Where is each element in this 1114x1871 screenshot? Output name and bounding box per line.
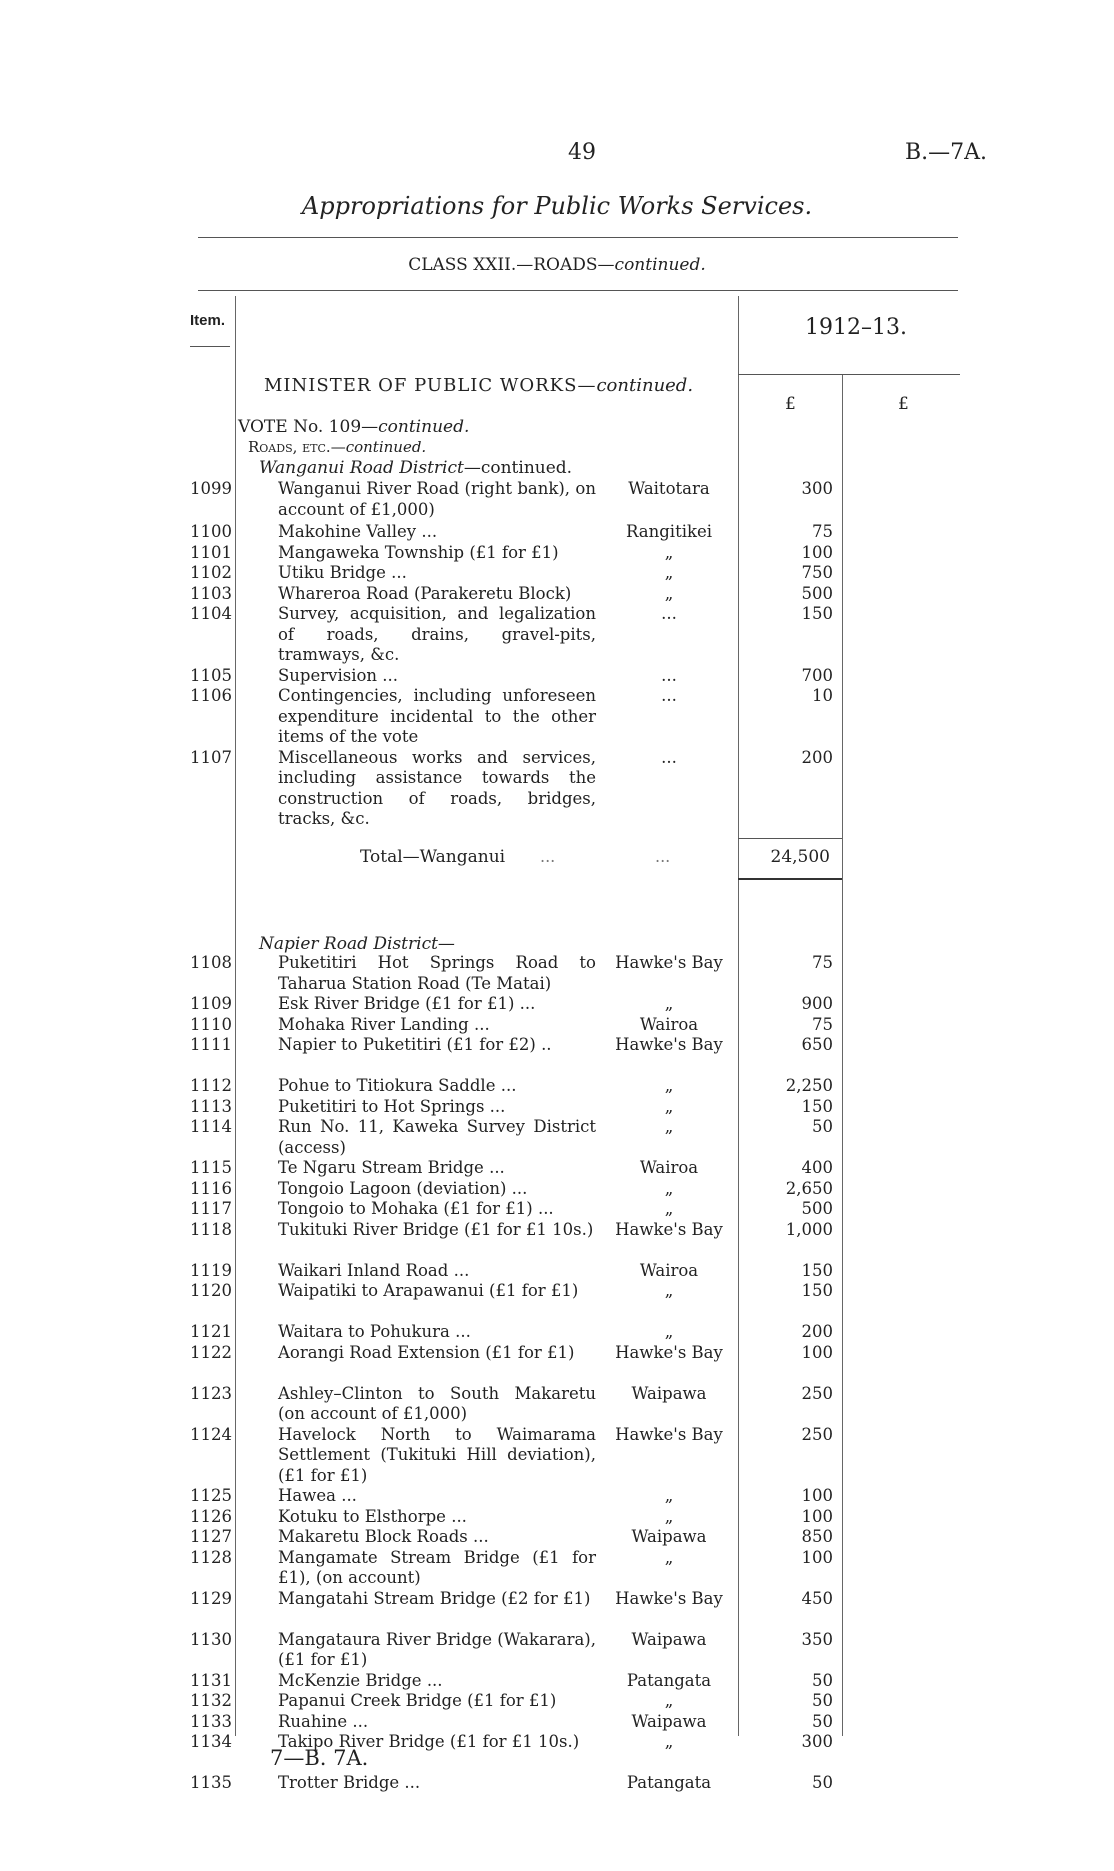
item-amount: 700 bbox=[801, 665, 833, 685]
item-description: Ashley–Clinton to South Makaretu (on account of £1,000) bbox=[278, 1383, 596, 1423]
item-amount: 75 bbox=[812, 522, 833, 541]
item-number: 1123 bbox=[190, 1383, 232, 1403]
item-amount: 100 bbox=[801, 542, 833, 562]
page-number: 49 bbox=[568, 140, 596, 165]
item-number: 1125 bbox=[190, 1486, 232, 1505]
item-number: 1113 bbox=[190, 1096, 232, 1116]
item-number: 1132 bbox=[190, 1691, 232, 1710]
item-amount: 500 bbox=[801, 583, 833, 603]
item-county: ... bbox=[661, 686, 677, 705]
item-county: „ bbox=[664, 1281, 674, 1300]
item-description: Waitara to Pohukura ... bbox=[278, 1322, 471, 1341]
currency-right-label: £ bbox=[898, 394, 909, 414]
item-amount: 50 bbox=[812, 1711, 833, 1731]
item-number: 1120 bbox=[190, 1281, 232, 1300]
item-description: Pohue to Titiokura Saddle ... bbox=[278, 1076, 517, 1095]
item-county: Wairoa bbox=[639, 1158, 699, 1177]
total-top-rule bbox=[738, 838, 842, 839]
item-county: „ bbox=[664, 1547, 674, 1567]
item-amount: 150 bbox=[801, 1281, 833, 1300]
item-amount: 750 bbox=[801, 563, 833, 582]
item-amount: 100 bbox=[801, 1342, 833, 1362]
item-number: 1110 bbox=[190, 1014, 232, 1034]
item-description: Miscellaneous works and services, including assistance towards the construction of roads, bridges, tracks, &c. bbox=[278, 747, 596, 828]
item-number: 1119 bbox=[190, 1260, 232, 1280]
item-description: Wanganui River Road (right bank), on account of £1,000) bbox=[278, 479, 596, 519]
item-county: Patangata bbox=[626, 1670, 712, 1690]
item-county: „ bbox=[664, 1096, 674, 1116]
class-heading-suffix: continued. bbox=[614, 255, 706, 275]
item-description: Whareroa Road (Parakeretu Block) bbox=[278, 583, 572, 603]
item-county: „ bbox=[664, 1076, 674, 1095]
year-column-header: 1912–13. bbox=[805, 315, 907, 340]
item-description: Hawea ... bbox=[278, 1486, 357, 1505]
item-county: „ bbox=[664, 563, 674, 582]
item-number: 1122 bbox=[190, 1342, 232, 1362]
item-amount: 650 bbox=[801, 1035, 833, 1054]
item-amount: 350 bbox=[801, 1629, 833, 1649]
item-description: Mangamate Stream Bridge (£1 for £1), (on account) bbox=[278, 1547, 596, 1587]
item-amount: 150 bbox=[801, 604, 833, 623]
item-description: Ruahine ... bbox=[278, 1711, 369, 1731]
item-description: Waipatiki to Arapawanui (£1 for £1) bbox=[278, 1281, 579, 1300]
item-number: 1135 bbox=[190, 1773, 232, 1792]
item-number: 1133 bbox=[190, 1711, 232, 1731]
item-county: „ bbox=[664, 1117, 674, 1136]
item-county: Waipawa bbox=[631, 1629, 707, 1649]
item-county: „ bbox=[664, 1691, 674, 1710]
item-number: 1101 bbox=[190, 542, 232, 562]
item-number: 1112 bbox=[190, 1076, 232, 1095]
wanganui-total-amount: 24,500 bbox=[770, 847, 830, 867]
item-description: Tongoio Lagoon (deviation) ... bbox=[278, 1178, 528, 1198]
class-heading-prefix: CLASS XXII.—ROADS— bbox=[408, 255, 615, 275]
item-description: Utiku Bridge ... bbox=[278, 563, 407, 582]
item-description: Papanui Creek Bridge (£1 for £1) bbox=[278, 1691, 557, 1710]
item-description: Makaretu Block Roads ... bbox=[278, 1527, 489, 1546]
item-amount: 2,650 bbox=[785, 1178, 833, 1198]
item-county: ... bbox=[661, 747, 677, 767]
item-description: Contingencies, including unforeseen expenditure incidental to the other items of the vote bbox=[278, 686, 596, 746]
item-county: Patangata bbox=[626, 1773, 712, 1792]
item-county: Hawke's Bay bbox=[615, 1424, 723, 1444]
item-number: 1117 bbox=[190, 1199, 232, 1218]
item-county: „ bbox=[664, 1732, 674, 1751]
item-description: Te Ngaru Stream Bridge ... bbox=[278, 1158, 505, 1177]
item-description: Mangaweka Township (£1 for £1) bbox=[278, 542, 559, 562]
item-description: Mohaka River Landing ... bbox=[278, 1014, 490, 1034]
roads-heading-prefix: Roads, etc.— bbox=[248, 438, 346, 456]
item-amount: 10 bbox=[812, 686, 833, 705]
item-description: Aorangi Road Extension (£1 for £1) bbox=[278, 1342, 575, 1362]
item-description: Havelock North to Waimarama Settlement (Tukituki Hill deviation), (£1 for £1) bbox=[278, 1424, 596, 1485]
item-number: 1111 bbox=[190, 1035, 232, 1054]
minister-heading-prefix: MINISTER OF PUBLIC WORKS— bbox=[264, 375, 597, 396]
item-description: Kotuku to Elsthorpe ... bbox=[278, 1506, 467, 1526]
item-number: 1109 bbox=[190, 994, 232, 1013]
item-amount: 2,250 bbox=[785, 1076, 833, 1095]
item-number: 1131 bbox=[190, 1670, 232, 1690]
item-amount: 150 bbox=[801, 1096, 833, 1116]
item-number: 1115 bbox=[190, 1158, 232, 1177]
item-county: ... bbox=[661, 665, 677, 685]
item-number: 1121 bbox=[190, 1322, 232, 1341]
item-number: 1124 bbox=[190, 1424, 232, 1444]
item-amount: 150 bbox=[801, 1260, 833, 1280]
vote-heading-prefix: VOTE No. 109— bbox=[238, 417, 379, 437]
item-number: 1126 bbox=[190, 1506, 232, 1526]
item-description: Mangataura River Bridge (Wakarara), (£1 for £1) bbox=[278, 1629, 596, 1669]
item-amount: 50 bbox=[812, 1773, 833, 1792]
item-description: Trotter Bridge ... bbox=[278, 1773, 421, 1792]
item-number: 1104 bbox=[190, 604, 232, 623]
item-number: 1114 bbox=[190, 1117, 232, 1136]
wanganui-total-dots-b: ... bbox=[655, 847, 671, 866]
item-amount: 50 bbox=[812, 1691, 833, 1710]
item-amount: 1,000 bbox=[785, 1219, 833, 1239]
item-amount: 100 bbox=[801, 1506, 833, 1526]
page-title: Appropriations for Public Works Services. bbox=[301, 192, 813, 220]
item-amount: 850 bbox=[801, 1527, 833, 1546]
item-number: 1099 bbox=[190, 479, 232, 498]
item-number: 1102 bbox=[190, 563, 232, 582]
wanganui-district-suffix: continued. bbox=[480, 458, 573, 478]
item-number: 1108 bbox=[190, 953, 232, 972]
item-county: Wairoa bbox=[639, 1014, 699, 1034]
item-county: Hawke's Bay bbox=[615, 1035, 723, 1054]
item-county: Waipawa bbox=[631, 1383, 707, 1403]
minister-heading-suffix: continued. bbox=[596, 375, 694, 396]
item-amount: 900 bbox=[801, 994, 833, 1013]
item-number: 1128 bbox=[190, 1547, 232, 1567]
wanganui-total-label: Total—Wanganui bbox=[360, 847, 506, 867]
item-county: „ bbox=[664, 994, 674, 1013]
page-footer: 7—B. 7A. bbox=[270, 1746, 369, 1770]
item-county: Hawke's Bay bbox=[615, 1588, 723, 1608]
item-county: „ bbox=[664, 1506, 674, 1526]
item-county: Rangitikei bbox=[625, 522, 713, 541]
item-description: Puketitiri to Hot Springs ... bbox=[278, 1096, 506, 1116]
wanganui-district-name: Wanganui Road District— bbox=[259, 458, 481, 478]
item-amount: 400 bbox=[801, 1158, 833, 1177]
item-number: 1106 bbox=[190, 686, 232, 705]
item-amount: 300 bbox=[801, 479, 833, 498]
item-number: 1130 bbox=[190, 1629, 232, 1649]
item-amount: 500 bbox=[801, 1199, 833, 1218]
currency-left-label: £ bbox=[785, 394, 796, 414]
item-county: Waitotara bbox=[628, 479, 710, 498]
item-description: McKenzie Bridge ... bbox=[278, 1670, 443, 1690]
vote-heading-suffix: continued. bbox=[378, 417, 470, 437]
item-description: Mangatahi Stream Bridge (£2 for £1) bbox=[278, 1588, 591, 1608]
item-description: Napier to Puketitiri (£1 for £2) .. bbox=[278, 1035, 552, 1054]
item-description: Tongoio to Mohaka (£1 for £1) ... bbox=[278, 1199, 554, 1218]
document-reference: B.—7A. bbox=[905, 140, 988, 165]
item-description: Esk River Bridge (£1 for £1) ... bbox=[278, 994, 536, 1013]
item-amount: 75 bbox=[812, 1014, 833, 1034]
item-amount: 50 bbox=[812, 1670, 833, 1690]
item-description: Makohine Valley ... bbox=[278, 522, 438, 541]
item-county: „ bbox=[664, 1178, 674, 1198]
item-county: „ bbox=[664, 583, 674, 603]
total-bottom-rule bbox=[738, 878, 842, 880]
item-county: „ bbox=[664, 1486, 674, 1505]
item-county: Waipawa bbox=[631, 1711, 707, 1731]
item-number: 1127 bbox=[190, 1527, 232, 1546]
item-county: „ bbox=[664, 542, 674, 562]
item-amount: 450 bbox=[801, 1588, 833, 1608]
napier-district-heading: Napier Road District— bbox=[259, 934, 455, 954]
item-county: Hawke's Bay bbox=[615, 1219, 723, 1239]
item-county: „ bbox=[664, 1199, 674, 1218]
item-description: Tukituki River Bridge (£1 for £1 10s.) bbox=[278, 1219, 594, 1239]
item-number: 1105 bbox=[190, 665, 232, 685]
item-number: 1116 bbox=[190, 1178, 232, 1198]
item-amount: 300 bbox=[801, 1732, 833, 1751]
item-county: Hawke's Bay bbox=[615, 1342, 723, 1362]
item-county: Hawke's Bay bbox=[615, 953, 723, 972]
item-column-header: Item. bbox=[190, 312, 226, 329]
item-description: Supervision ... bbox=[278, 665, 399, 685]
item-amount: 200 bbox=[801, 747, 833, 767]
item-county: ... bbox=[661, 604, 677, 623]
item-description: Waikari Inland Road ... bbox=[278, 1260, 470, 1280]
item-description: Takipo River Bridge (£1 for £1 10s.) bbox=[278, 1732, 580, 1751]
roads-heading-suffix: continued. bbox=[345, 438, 427, 456]
item-county: „ bbox=[664, 1322, 674, 1341]
item-amount: 200 bbox=[801, 1322, 833, 1341]
wanganui-total-dots-a: ... bbox=[540, 847, 556, 866]
item-number: 1134 bbox=[190, 1732, 232, 1751]
item-description: Run No. 11, Kaweka Survey District (access) bbox=[278, 1117, 596, 1157]
item-amount: 50 bbox=[812, 1117, 833, 1136]
item-description: Puketitiri Hot Springs Road to Taharua Station Road (Te Matai) bbox=[278, 953, 596, 993]
item-number: 1100 bbox=[190, 522, 232, 541]
item-amount: 75 bbox=[812, 953, 833, 972]
item-number: 1118 bbox=[190, 1219, 232, 1239]
item-amount: 250 bbox=[801, 1424, 833, 1444]
item-amount: 100 bbox=[801, 1486, 833, 1505]
item-number: 1107 bbox=[190, 747, 232, 767]
item-amount: 100 bbox=[801, 1547, 833, 1567]
item-number: 1103 bbox=[190, 583, 232, 603]
item-county: Waipawa bbox=[631, 1527, 707, 1546]
item-number: 1129 bbox=[190, 1588, 232, 1608]
item-county: Wairoa bbox=[639, 1260, 699, 1280]
item-description: Survey, acquisition, and legalization of roads, drains, gravel-pits, tramways, &c. bbox=[278, 604, 596, 664]
item-amount: 250 bbox=[801, 1383, 833, 1403]
